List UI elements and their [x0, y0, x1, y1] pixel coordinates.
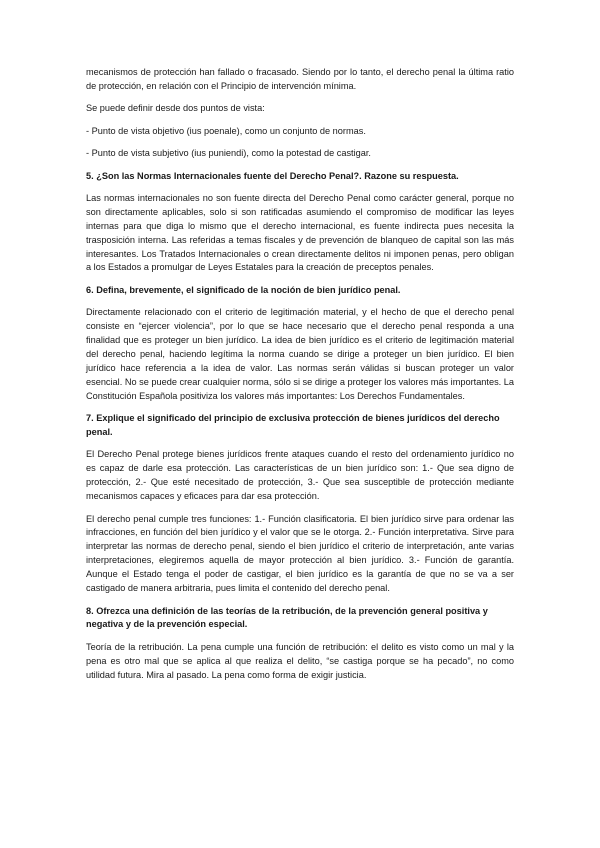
section-7-body-2: El derecho penal cumple tres funciones: 1.- Función clasificatoria. El bien jurídico sirve para ordenar las infracciones, en función del bien jurídico y el valor que se le otorga. 2.- Función interpretativa. Sirve para interpretar las normas de derecho penal, siendo el bien jurídico el criterio de interpretación, ante varias interpretaciones, elegiremos aquella de mayor protección al bien jurídico. 3.- Función de garantía. Aunque el Estado tenga el poder de castigar, el bien jurídico es la garantía de que no se va a ser castigado de manera arbitraria, pues limita el contenido del derecho penal. — [86, 513, 514, 594]
section-5-body: Las normas internacionales no son fuente directa del Derecho Penal como carácter general, porque no son directamente aplicables, solo si son ratificadas asumiendo el compromiso de modificar las leyes internas para que diga lo mismo que el derecho internacional, es fuente indirecta pues necesita la trasposición interna. Las referidas a temas fiscales y de prevención de blanqueo de capital son las más interesantes. Los Tratados Internacionales o crean directamente delitos ni imponen penas, pero obligan a los Estados a promulgar de Leyes Estatales para la creación de preceptos penales. — [86, 192, 514, 273]
section-5-heading: 5. ¿Son las Normas Internacionales fuente del Derecho Penal?. Razone su respuesta. — [86, 170, 459, 181]
page-content — [86, 66, 514, 691]
section-8-heading: 8. Ofrezca una definición de las teorías de la retribución, de la prevención general positiva y negativa y de la prevención especial. — [86, 605, 488, 630]
section-6-heading: 6. Defina, brevemente, el significado de la noción de bien jurídico penal. — [86, 284, 401, 295]
section-7-body-1: El Derecho Penal protege bienes jurídicos frente ataques cuando el resto del ordenamiento jurídico no es capaz de darle esa protección. Las características de un bien jurídico son: 1.- Que sea digno de protección, 2.- Que esté necesitado de protección, 3.- Que sea susceptible de protección mediante mecanismos capaces y eficaces para dar esa protección. — [86, 449, 514, 502]
section-7-heading: 7. Explique el significado del principio de exclusiva protección de bienes jurídicos del derecho penal. — [86, 413, 500, 438]
intro-paragraph: mecanismos de protección han fallado o fracasado. Siendo por lo tanto, el derecho penal la última ratio de protección, en relación con el Principio de intervención mínima. — [86, 67, 514, 91]
section-6-body: Directamente relacionado con el criterio de legitimación material, y el hecho de que el derecho penal consiste en “ejercer violencia”, por lo que se hace necesario que el derecho penal responda a una finalidad que es proteger un bien jurídico. La idea de bien jurídico es el criterio de legitimación material del derecho penal, haciendo legítima la norma cuando se dirige a proteger un bien jurídico. El bien jurídico hace referencia a la idea de valor. Las normas serán válidas si buscan proteger un valor esencial. No se puede crear cualquier norma, sólo si se dirige a proteger los valores más importantes. La Constitución Española positiviza los valores más importantes: Los Derechos Fundamentales. — [86, 307, 514, 401]
point-objective: - Punto de vista objetivo (ius poenale), como un conjunto de normas. — [86, 125, 366, 136]
section-8-body: Teoría de la retribución. La pena cumple una función de retribución: el delito es visto como un mal y la pena es otro mal que se aplica al que realiza el delito, “se castiga porque se ha pecado”, no como utilidad futura. Mira al pasado. La pena como forma de exigir justicia. — [86, 641, 514, 680]
points-intro: Se puede definir desde dos puntos de vista: — [86, 103, 265, 114]
point-subjective: - Punto de vista subjetivo (ius puniendi), como la potestad de castigar. — [86, 148, 371, 159]
